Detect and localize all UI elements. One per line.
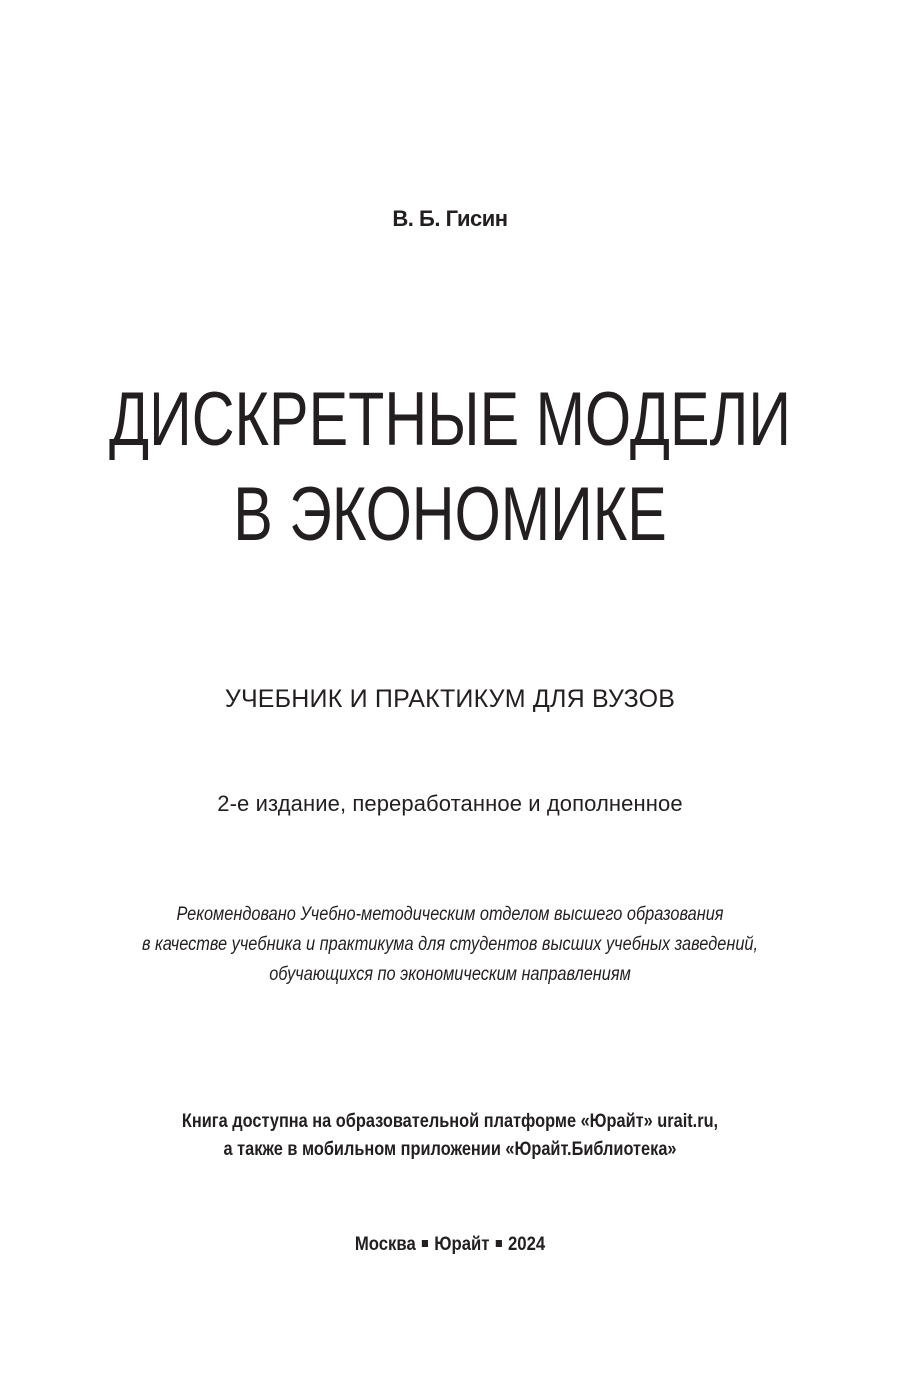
imprint-publisher: Юрайт <box>434 1234 490 1255</box>
edition-note: 2-е издание, переработанное и дополненное <box>217 791 683 816</box>
book-subtitle: УЧЕБНИК И ПРАКТИКУМ ДЛЯ ВУЗОВ <box>224 685 676 713</box>
availability-line-1: Книга доступна на образовательной платформе «Юрайт» urait.ru, <box>181 1111 719 1132</box>
recommendation-line-3: обучающихся по экономическим направлениям <box>269 964 631 985</box>
author-name: В. Б. Гисин <box>392 206 508 231</box>
book-title-line-1: ДИСКРЕТНЫЕ МОДЕЛИ <box>108 377 792 462</box>
separator-square-icon <box>496 1240 502 1247</box>
book-title-line-2: В ЭКОНОМИКЕ <box>233 472 667 557</box>
imprint-line <box>54 1234 846 1256</box>
recommendation-line-1: Рекомендовано Учебно-методическим отделом высшего образования <box>176 904 724 925</box>
separator-square-icon <box>422 1240 428 1247</box>
availability-line-2: а также в мобильном приложении «Юрайт.Библиотека» <box>223 1139 677 1160</box>
recommendation-line-2: в качестве учебника и практикума для студентов высших учебных заведений, <box>141 934 759 955</box>
recommendation-note <box>63 900 837 990</box>
book-title <box>99 372 801 562</box>
imprint-city: Москва <box>354 1234 416 1255</box>
availability-note <box>63 1108 837 1164</box>
imprint-year: 2024 <box>507 1234 546 1255</box>
